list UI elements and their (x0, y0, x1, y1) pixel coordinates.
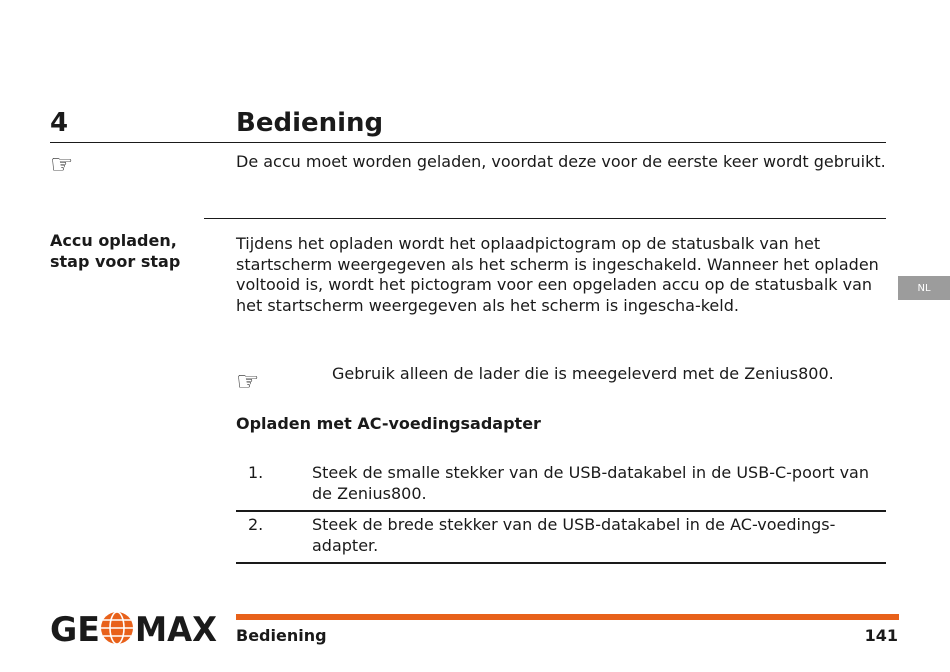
step-text: Steek de brede stekker van de USB-datakabel in de AC-voedings-adapter. (312, 515, 836, 555)
step-text: Steek de smalle stekker van de USB-datakabel in de USB-C-poort van de Zenius800. (312, 463, 869, 503)
step-row (236, 460, 886, 510)
footer-title: Bediening (236, 626, 327, 645)
chapter-rule (50, 142, 886, 143)
page-number: 141 (864, 626, 898, 645)
step-number: 2. (248, 515, 264, 534)
svg-text:GE: GE (50, 610, 100, 646)
chapter-title: Bediening (236, 108, 384, 138)
charger-note: Gebruik alleen de lader die is meegeleverd met de Zenius800. (332, 364, 834, 383)
language-tab[interactable]: NL (898, 276, 950, 300)
subheading: Opladen met AC-voedingsadapter (236, 414, 541, 433)
globe-icon (101, 612, 133, 644)
step-divider (236, 562, 886, 564)
steps-table (236, 460, 886, 564)
intro-note: De accu moet worden geladen, voordat deze voor de eerste keer wordt gebruikt. (236, 152, 886, 171)
pointing-hand-icon: ☞ (236, 367, 260, 397)
step-number: 1. (248, 463, 264, 482)
section-rule (204, 218, 886, 219)
geomax-logo (50, 610, 218, 646)
footer-accent-bar (236, 614, 899, 620)
section-paragraph: Tijdens het opladen wordt het oplaadpictogram op de statusbalk van het startscherm weergegeven als het scherm is ingeschakeld. Wanneer het opladen voltooid is, wordt het pictogram voor een opgeladen accu op de statusbalk van het startscherm weergegeven als het scherm is ingescha-keld. (236, 234, 879, 315)
chapter-number: 4 (50, 108, 69, 138)
pointing-hand-icon: ☞ (50, 150, 74, 180)
step-row (236, 512, 886, 562)
section-label: Accu opladen, stap voor stap (50, 231, 181, 271)
svg-text:MAX: MAX (135, 610, 217, 646)
